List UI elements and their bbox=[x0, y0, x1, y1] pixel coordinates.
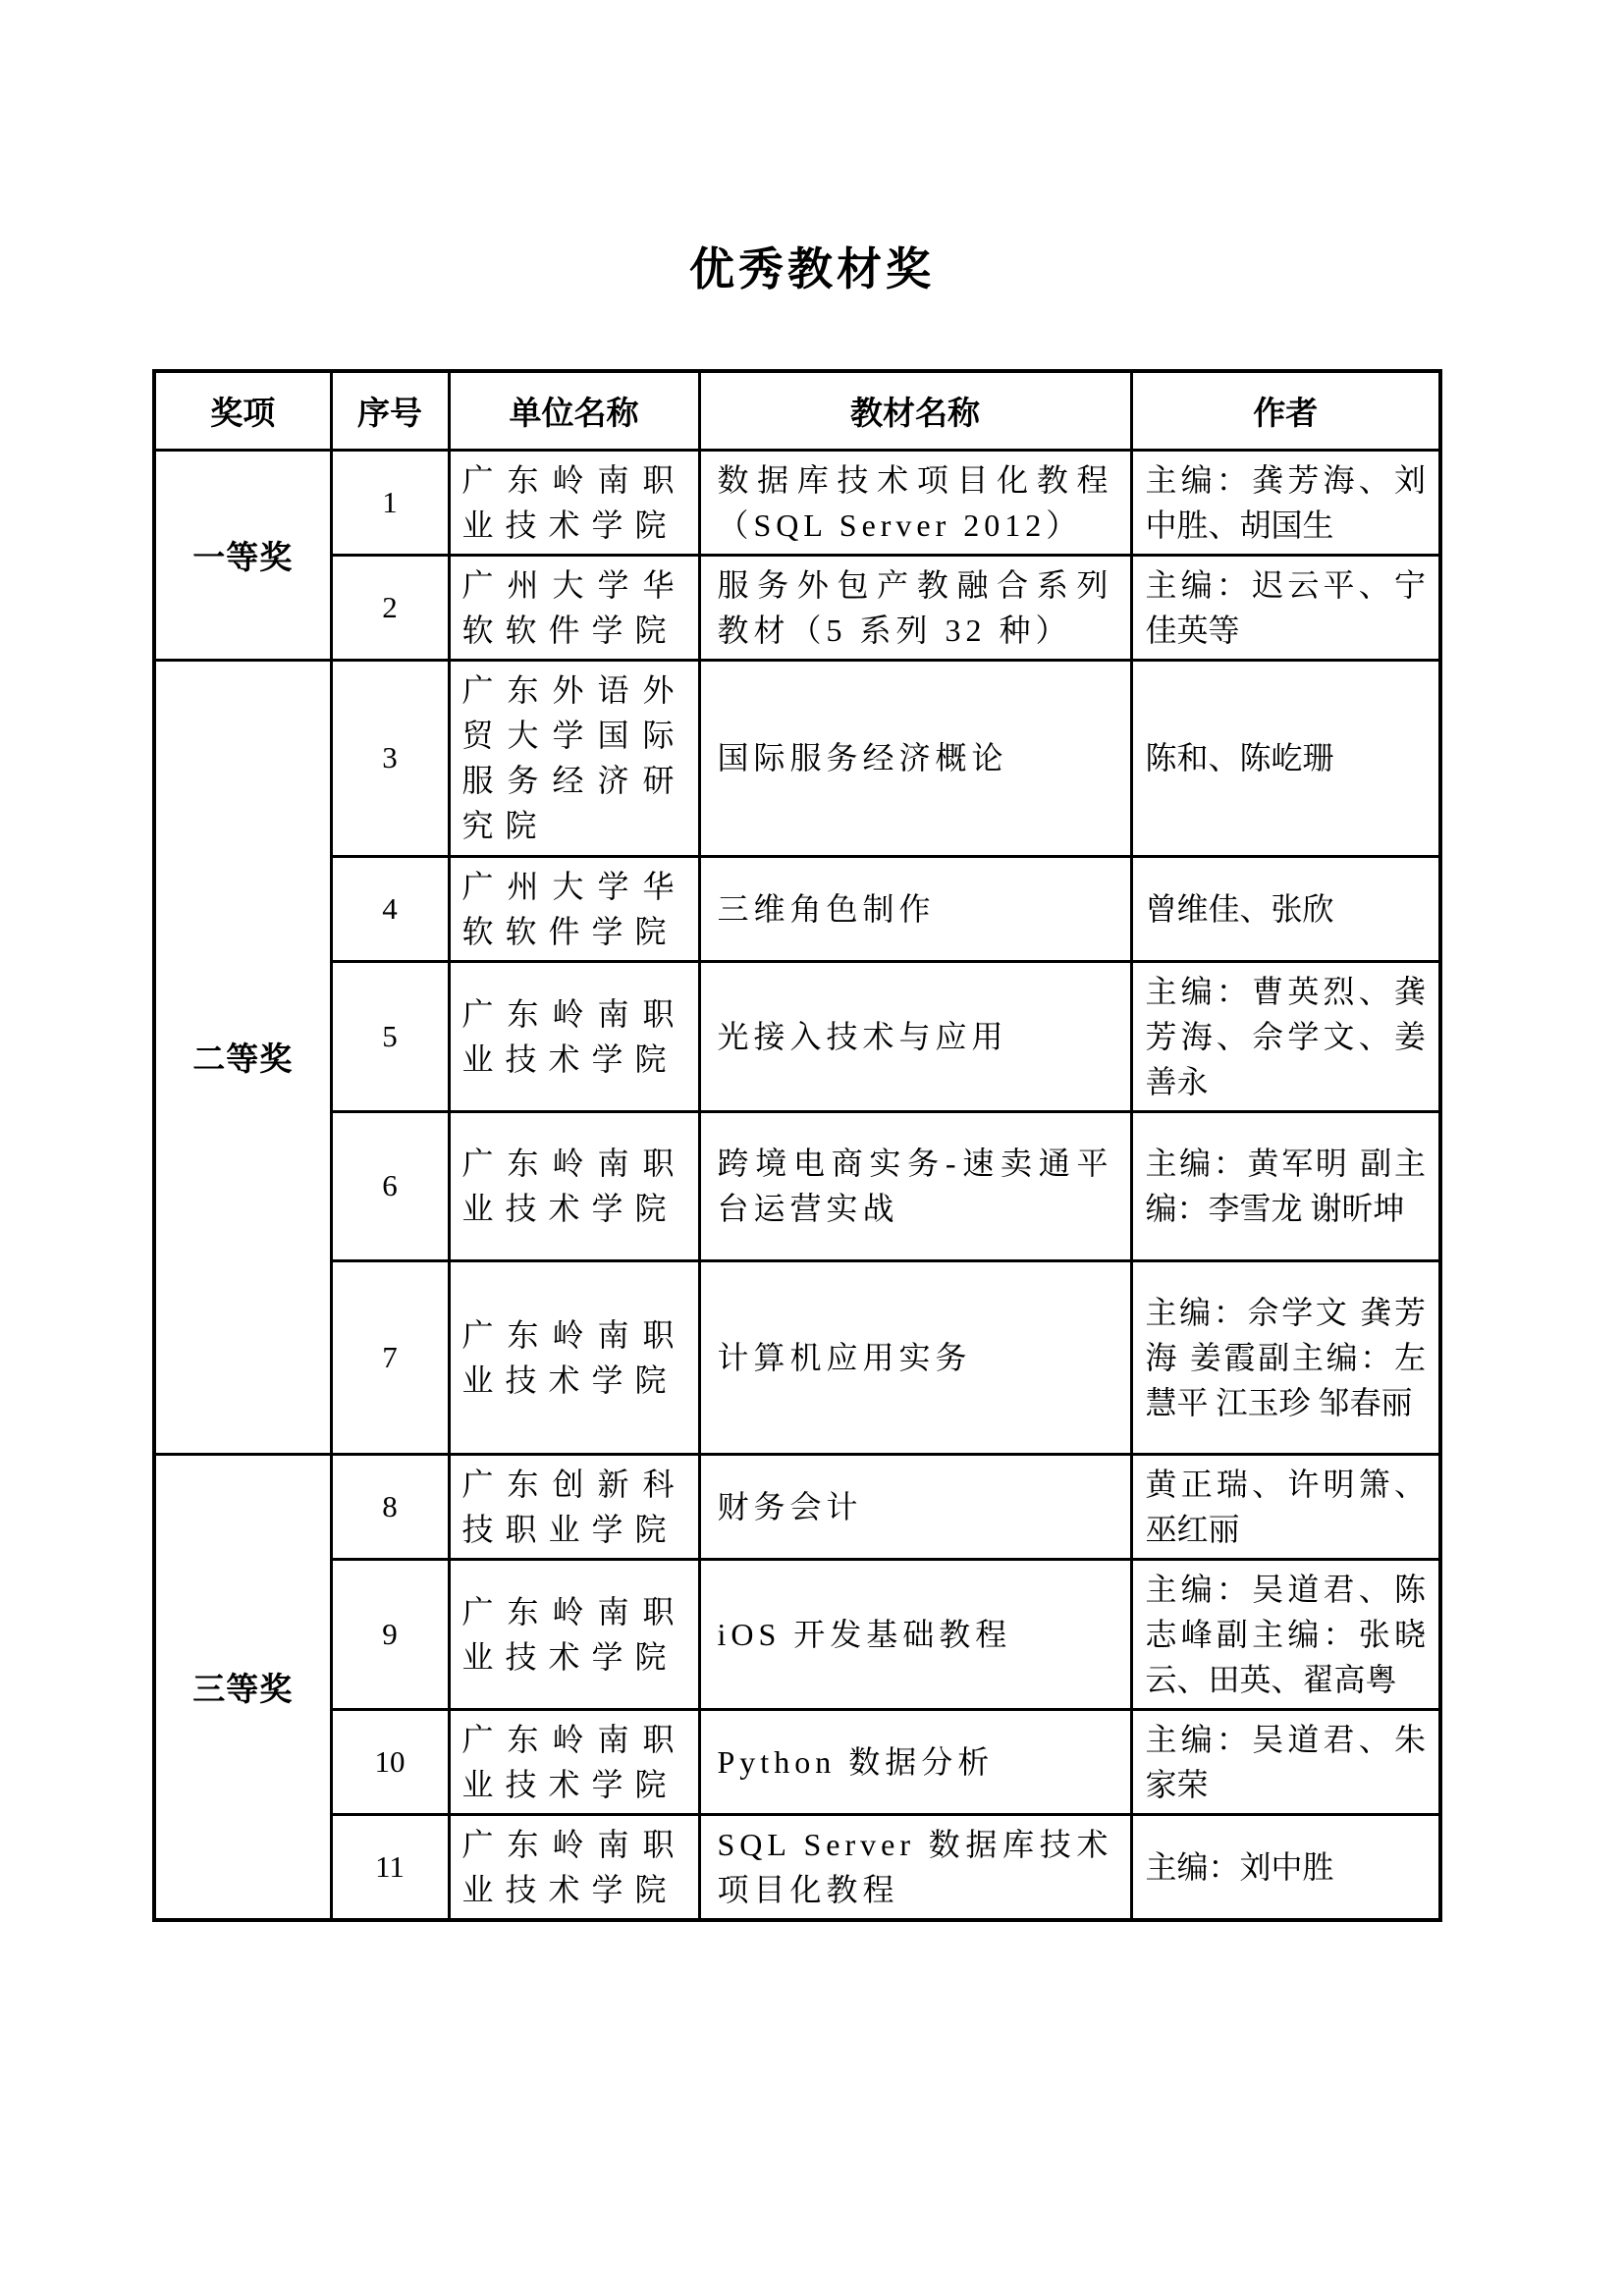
header-cell-unit: 单位名称 bbox=[449, 371, 699, 450]
doc-title: 优秀教材奖 bbox=[689, 243, 935, 294]
author-cell: 主编：吴道君、陈志峰副主编：张晓云、田英、翟高粤 bbox=[1131, 1559, 1440, 1709]
author-cell: 主编：刘中胜 bbox=[1131, 1814, 1440, 1920]
unit-cell: 广东创新科技职业学院 bbox=[449, 1454, 699, 1559]
unit-cell: 广东岭南职业技术学院 bbox=[449, 450, 699, 555]
book-cell: 国际服务经济概论 bbox=[699, 660, 1131, 856]
author-cell: 主编：黄军明 副主编：李雪龙 谢昕坤 bbox=[1131, 1111, 1440, 1260]
award-cell-first-prize: 一等奖 bbox=[154, 450, 331, 660]
serial-cell: 7 bbox=[331, 1260, 449, 1454]
unit-cell: 广东岭南职业技术学院 bbox=[449, 1814, 699, 1920]
serial-cell: 3 bbox=[331, 660, 449, 856]
table-row bbox=[154, 961, 1440, 1111]
table-row bbox=[154, 1111, 1440, 1260]
unit-cell: 广州大学华软软件学院 bbox=[449, 555, 699, 660]
unit-cell: 广州大学华软软件学院 bbox=[449, 856, 699, 961]
author-cell: 主编：迟云平、宁佳英等 bbox=[1131, 555, 1440, 660]
author-cell: 主编：龚芳海、刘中胜、胡国生 bbox=[1131, 450, 1440, 555]
serial-cell: 11 bbox=[331, 1814, 449, 1920]
book-cell: 跨境电商实务-速卖通平台运营实战 bbox=[699, 1111, 1131, 1260]
serial-cell: 1 bbox=[331, 450, 449, 555]
table-row bbox=[154, 660, 1440, 856]
serial-cell: 5 bbox=[331, 961, 449, 1111]
author-cell: 主编：吴道君、朱家荣 bbox=[1131, 1709, 1440, 1814]
book-cell: SQL Server 数据库技术项目化教程 bbox=[699, 1814, 1131, 1920]
award-cell-third-prize: 三等奖 bbox=[154, 1454, 331, 1920]
header-cell-no: 序号 bbox=[331, 371, 449, 450]
unit-cell: 广东外语外贸大学国际服务经济研究院 bbox=[449, 660, 699, 856]
author-cell: 主编：曹英烈、龚芳海、佘学文、姜善永 bbox=[1131, 961, 1440, 1111]
header-cell-award: 奖项 bbox=[154, 371, 331, 450]
book-cell: 数据库技术项目化教程（SQL Server 2012） bbox=[699, 450, 1131, 555]
awards-table bbox=[152, 369, 1442, 1922]
table-row bbox=[154, 555, 1440, 660]
table-row bbox=[154, 1814, 1440, 1920]
serial-cell: 9 bbox=[331, 1559, 449, 1709]
author-cell: 主编：佘学文 龚芳海 姜霞副主编：左慧平 江玉珍 邹春丽 bbox=[1131, 1260, 1440, 1454]
book-cell: 三维角色制作 bbox=[699, 856, 1131, 961]
table-row bbox=[154, 856, 1440, 961]
award-cell-second-prize: 二等奖 bbox=[154, 660, 331, 1454]
table-row bbox=[154, 1454, 1440, 1559]
unit-cell: 广东岭南职业技术学院 bbox=[449, 1709, 699, 1814]
unit-cell: 广东岭南职业技术学院 bbox=[449, 1111, 699, 1260]
header-cell-author: 作者 bbox=[1131, 371, 1440, 450]
author-cell: 陈和、陈屹珊 bbox=[1131, 660, 1440, 856]
unit-cell: 广东岭南职业技术学院 bbox=[449, 1559, 699, 1709]
book-cell: 财务会计 bbox=[699, 1454, 1131, 1559]
book-cell: iOS 开发基础教程 bbox=[699, 1559, 1131, 1709]
book-cell: 光接入技术与应用 bbox=[699, 961, 1131, 1111]
serial-cell: 10 bbox=[331, 1709, 449, 1814]
book-cell: Python 数据分析 bbox=[699, 1709, 1131, 1814]
book-cell: 服务外包产教融合系列教材（5 系列 32 种） bbox=[699, 555, 1131, 660]
table-row bbox=[154, 1709, 1440, 1814]
serial-cell: 4 bbox=[331, 856, 449, 961]
unit-cell: 广东岭南职业技术学院 bbox=[449, 961, 699, 1111]
table-row bbox=[154, 450, 1440, 555]
unit-cell: 广东岭南职业技术学院 bbox=[449, 1260, 699, 1454]
author-cell: 曾维佳、张欣 bbox=[1131, 856, 1440, 961]
serial-cell: 6 bbox=[331, 1111, 449, 1260]
serial-cell: 2 bbox=[331, 555, 449, 660]
serial-cell: 8 bbox=[331, 1454, 449, 1559]
table-row bbox=[154, 1260, 1440, 1454]
table-row bbox=[154, 1559, 1440, 1709]
author-cell: 黄正瑞、许明箫、巫红丽 bbox=[1131, 1454, 1440, 1559]
book-cell: 计算机应用实务 bbox=[699, 1260, 1131, 1454]
header-row bbox=[154, 371, 1440, 450]
header-cell-book: 教材名称 bbox=[699, 371, 1131, 450]
